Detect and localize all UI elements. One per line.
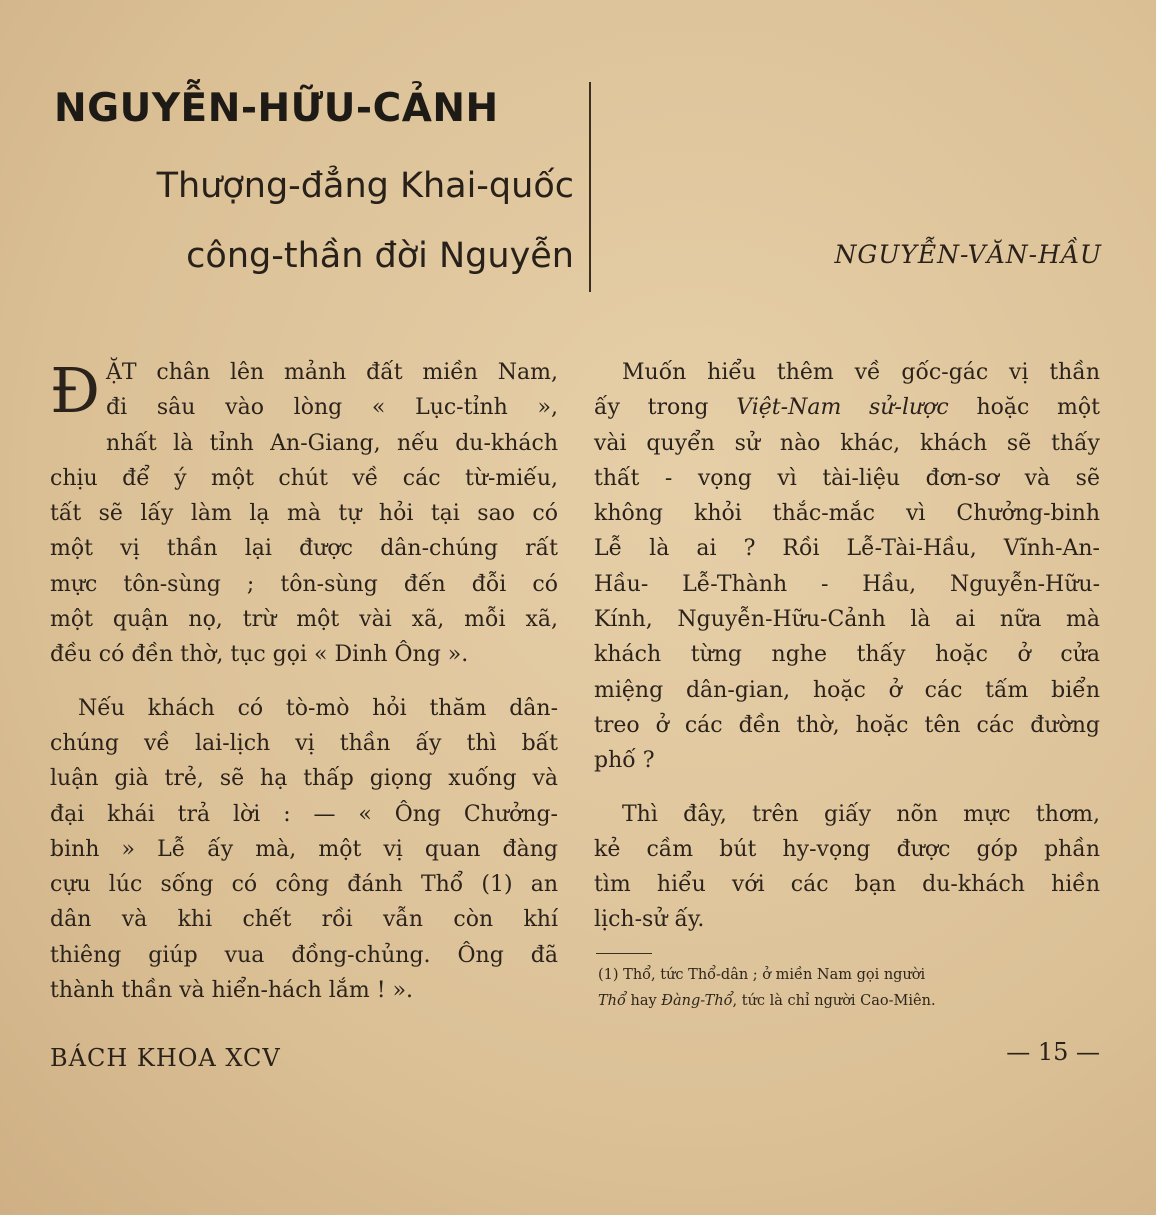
- text-line: vài quyển sử nào khác, khách sẽ thấy: [594, 430, 1100, 456]
- text-line: kẻ cầm bút hy-vọng được góp phần: [594, 836, 1100, 862]
- text-line: lịch-sử ấy.: [594, 907, 705, 933]
- right-column: [594, 355, 1100, 938]
- text-line: một vị thần lại được dân-chúng rất: [50, 536, 558, 562]
- text-line: tìm hiểu với các bạn du-khách hiền: [594, 872, 1100, 898]
- text-line: Lễ là ai ? Rồi Lễ-Tài-Hầu, Vĩnh-An-: [594, 536, 1100, 562]
- article-subtitle-line-2: công-thần đời Nguyễn: [186, 236, 574, 276]
- text-line: phố ?: [594, 748, 655, 774]
- text-line: chúng về lai-lịch vị thần ấy thì bất: [50, 730, 558, 756]
- text-line: khách từng nghe thấy hoặc ở cửa: [594, 642, 1100, 668]
- text-line: đại khái trả lời : — « Ông Chưởng-: [50, 801, 558, 827]
- author-name: NGUYỄN-VĂN-HẦU: [834, 240, 1102, 269]
- text-line: không khỏi thắc-mắc vì Chưởng-binh: [594, 501, 1100, 527]
- paragraph-1: [50, 355, 558, 673]
- text-line: luận già trẻ, sẽ hạ thấp giọng xuống và: [50, 766, 558, 792]
- text-line: treo ở các đền thờ, hoặc tên các đường: [594, 712, 1100, 738]
- drop-cap: Đ: [50, 354, 101, 427]
- text-line: thiêng giúp vua đồng-chủng. Ông đã: [50, 942, 558, 968]
- text-line: cựu lúc sống có công đánh Thổ (1) an: [50, 872, 558, 898]
- header-divider: [589, 82, 591, 292]
- footnote: [598, 962, 1098, 1014]
- text-line: đều có đền thờ, tục gọi « Dinh Ông ».: [50, 642, 469, 668]
- text-line: Nếu khách có tò-mò hỏi thăm dân-: [78, 695, 558, 721]
- text-line: dân và khi chết rồi vẫn còn khí: [50, 907, 558, 933]
- article-subtitle-line-1: Thượng-đẳng Khai-quốc: [156, 166, 574, 206]
- paragraph-3: [594, 355, 1100, 779]
- text-line: thành thần và hiển-hách lắm ! ».: [50, 978, 414, 1004]
- text-line: đi sâu vào lòng « Lục-tỉnh »,: [106, 395, 558, 421]
- text-line: Kính, Nguyễn-Hữu-Cảnh là ai nữa mà: [594, 607, 1100, 633]
- text-line: tất sẽ lấy làm lạ mà tự hỏi tại sao có: [50, 501, 558, 527]
- text-line: chịu để ý một chút về các từ-miếu,: [50, 465, 558, 491]
- paragraph-4: [594, 797, 1100, 938]
- text-line: ẶT chân lên mảnh đất miền Nam,: [106, 360, 558, 385]
- text-line: binh » Lễ ấy mà, một vị quan đàng: [50, 836, 558, 862]
- text-line: Hầu- Lễ-Thành - Hầu, Nguyễn-Hữu-: [594, 571, 1100, 597]
- footnote-line: (1) Thổ, tức Thổ-dân ; ở miền Nam gọi người: [598, 967, 926, 983]
- text-line: miệng dân-gian, hoặc ở các tấm biển: [594, 677, 1100, 703]
- book-title: Việt-Nam sử-lược: [736, 395, 949, 421]
- text-line: Muốn hiểu thêm về gốc-gác vị thần: [622, 360, 1100, 385]
- page-number: — 15 —: [1006, 1038, 1100, 1066]
- text-line: ấy trong Việt-Nam sử-lược hoặc một: [594, 395, 1100, 421]
- paragraph-2: [50, 691, 558, 1009]
- text-line: mực tôn-sùng ; tôn-sùng đến đỗi có: [50, 571, 558, 597]
- text-line: thất - vọng vì tài-liệu đơn-sơ và sẽ: [594, 465, 1100, 491]
- footnote-line: Thổ hay Đàng-Thổ, tức là chỉ người Cao-Miên.: [598, 993, 936, 1009]
- journal-name: BÁCH KHOA XCV: [50, 1044, 281, 1072]
- text-line: Thì đây, trên giấy nõn mực thơm,: [622, 801, 1100, 827]
- footnote-rule: [596, 953, 652, 954]
- article-title: NGUYỄN-HỮU-CẢNH: [54, 86, 499, 131]
- text-line: nhất là tỉnh An-Giang, nếu du-khách: [106, 430, 558, 456]
- left-column: [50, 355, 558, 1008]
- text-line: một quận nọ, trừ một vài xã, mỗi xã,: [50, 607, 558, 633]
